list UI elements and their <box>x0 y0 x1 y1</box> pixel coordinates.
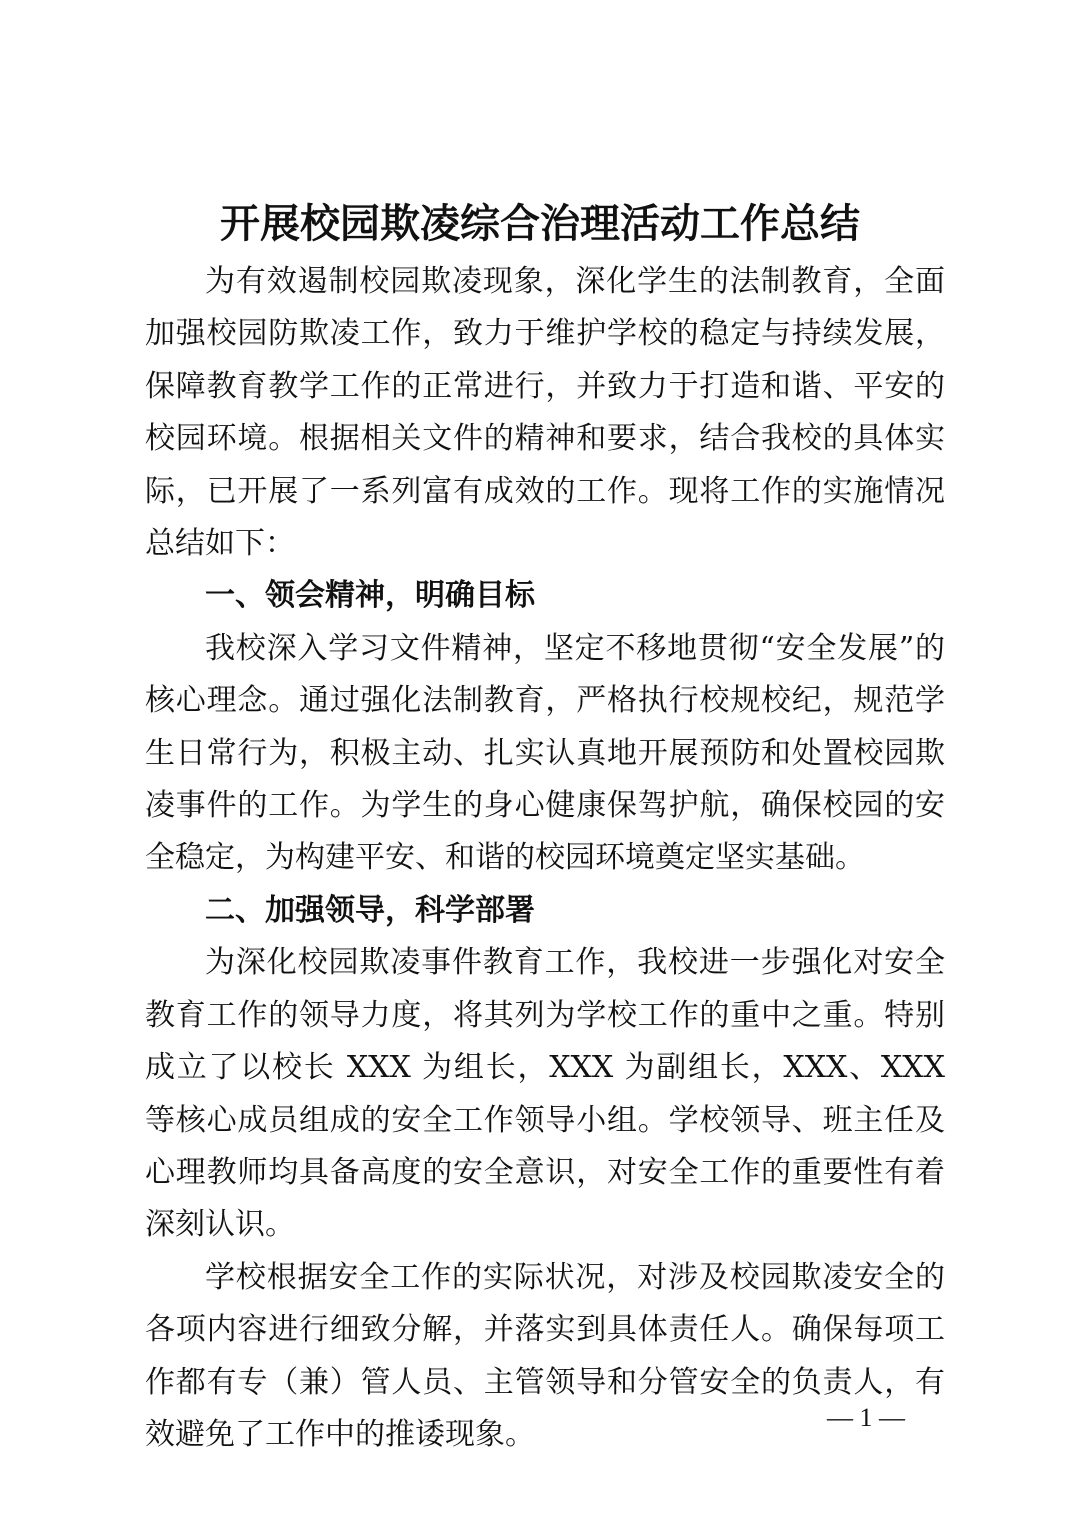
document-title: 开展校园欺凌综合治理活动工作总结 <box>220 200 860 247</box>
section-1-heading: 一、领会精神，明确目标 <box>205 578 535 614</box>
intro-paragraph: 为有效遏制校园欺凌现象，深化学生的法制教育，全面加强校园防欺凌工作，致力于维护学校的稳定与持续发展，保障教育教学工作的正常进行，并致力于打造和谐、平安的校园环境。根据相关文件的精神和要求，结合我校的具体实际，已开展了一系列富有成效的工作。现将工作的实施情况总结如下： <box>145 264 945 562</box>
section-2-heading: 二、加强领导，科学部署 <box>205 892 535 928</box>
document-body <box>145 256 945 1461</box>
section-1-paragraph: 我校深入学习文件精神，坚定不移地贯彻“安全发展”的核心理念。通过强化法制教育，严格执行校规校纪，规范学生日常行为，积极主动、扎实认真地开展预防和处置校园欺凌事件的工作。为学生的身心健康保驾护航，确保校园的安全稳定，为构建平安、和谐的校园环境奠定坚实基础。 <box>145 630 945 876</box>
page-number: — 1 — <box>827 1403 905 1432</box>
section-2-paragraph-1: 为深化校园欺凌事件教育工作，我校进一步强化对安全教育工作的领导力度，将其列为学校工作的重中之重。特别成立了以校长 XXX 为组长，XXX 为副组长，XXX、XXX 等核心成员组成的安全工作领导小组。学校领导、班主任及心理教师均具备高度的安全意识，对安全工作的重要性有着深刻认识。 <box>145 945 945 1243</box>
section-2-paragraph-2: 学校根据安全工作的实际状况，对涉及校园欺凌安全的各项内容进行细致分解，并落实到具体责任人。确保每项工作都有专（兼）管人员、主管领导和分管安全的负责人，有效避免了工作中的推诿现象。 <box>145 1259 945 1452</box>
